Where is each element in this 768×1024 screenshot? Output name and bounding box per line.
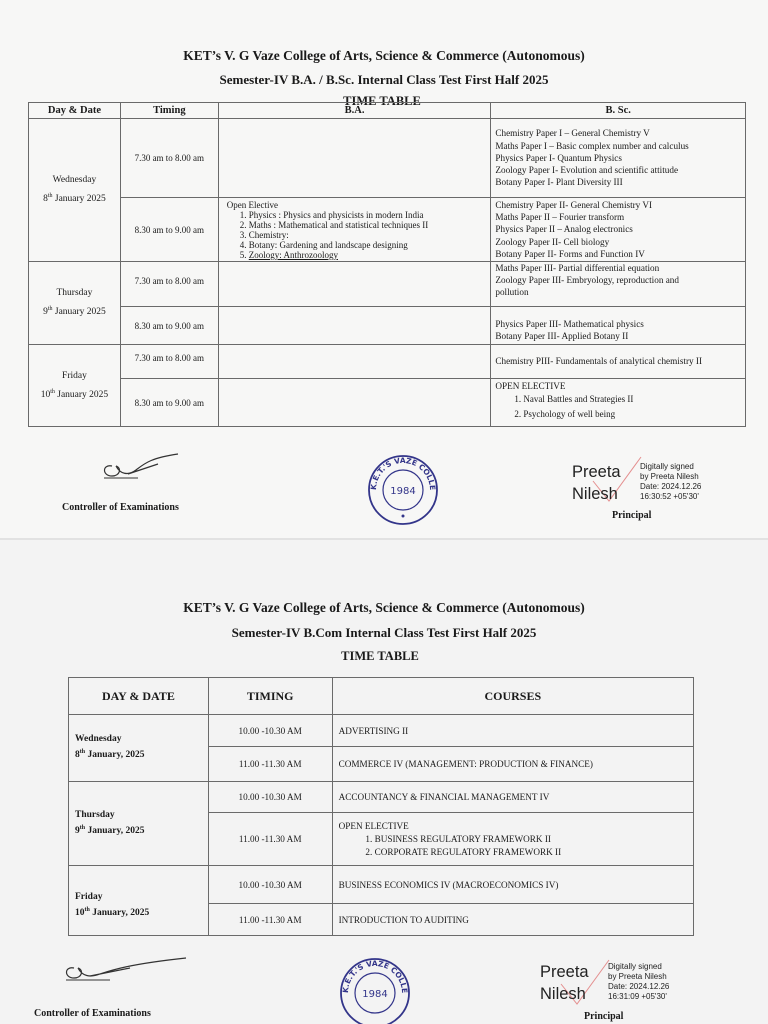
bcom-timetable xyxy=(68,677,694,936)
course-cell: INTRODUCTION TO AUDITING xyxy=(332,904,693,936)
college-stamp xyxy=(366,453,440,527)
day-name: Wednesday xyxy=(52,175,97,186)
bsc-line: Zoology Paper I- Evolution and scientific attitude xyxy=(495,165,679,176)
timing-cell: 8.30 am to 9.00 am xyxy=(120,198,218,262)
bsc-line: Botany Paper II- Forms and Function IV xyxy=(495,248,645,259)
bsc-line: Botany Paper I- Plant Diversity III xyxy=(495,177,623,188)
college-stamp xyxy=(338,956,412,1024)
course-cell: BUSINESS ECONOMICS IV (MACROECONOMICS IV) xyxy=(332,866,693,904)
bsc-line: Physics Paper I- Quantum Physics xyxy=(495,152,622,163)
table-row xyxy=(29,262,746,307)
controller-signature xyxy=(60,956,190,986)
bsc-line: Zoology Paper III- Embryology, reproduction and xyxy=(495,275,679,286)
header-timing: Timing xyxy=(120,103,218,119)
bsc-line: pollution xyxy=(495,287,529,298)
signer-first-name: Preeta xyxy=(540,963,589,981)
time-table-label: TIME TABLE xyxy=(341,649,419,663)
day-name: Wednesday xyxy=(75,734,122,745)
day-cell xyxy=(29,345,121,427)
bsc-cell xyxy=(491,198,746,262)
day-cell xyxy=(69,782,209,866)
bsc-cell xyxy=(491,379,746,427)
day-name: Thursday xyxy=(75,809,115,820)
day-date: 9th January 2025 xyxy=(43,306,106,318)
svg-text:K.E.T.'S VAZE COLLEGE: K.E.T.'S VAZE COLLE xyxy=(368,455,438,491)
controller-label: Controller of Examinations xyxy=(34,1008,151,1019)
table-row xyxy=(29,345,746,379)
time-table-label: TIME TABLE xyxy=(343,94,421,108)
ba-bsc-timetable xyxy=(28,102,746,427)
day-date: 9th January, 2025 xyxy=(75,824,145,837)
digital-signature-info: Digitally signed by Preeta Nilesh Date: 2024.12.26 16:30:52 +05'30' xyxy=(640,462,702,501)
timing-cell: 8.30 am to 9.00 am xyxy=(120,379,218,427)
table-row xyxy=(29,119,746,198)
table-header-row xyxy=(29,103,746,119)
table-row xyxy=(69,782,694,813)
signer-last-name: Nilesh xyxy=(572,485,618,503)
day-cell xyxy=(29,119,121,262)
day-date: 10th January, 2025 xyxy=(75,906,150,919)
principal-label: Principal xyxy=(612,510,652,521)
open-elective-title: OPEN ELECTIVE xyxy=(495,381,566,391)
bsc-line: Maths Paper II – Fourier transform xyxy=(495,212,625,223)
header-timing: TIMING xyxy=(208,678,332,715)
bsc-cell xyxy=(491,307,746,345)
day-date: 8th January 2025 xyxy=(43,193,106,205)
timing-cell: 11.00 -11.30 AM xyxy=(208,904,332,936)
bsc-line: Chemistry Paper II- General Chemistry VI xyxy=(495,199,653,210)
day-date: 8th January, 2025 xyxy=(75,749,145,761)
digital-signature-info: Digitally signed by Preeta Nilesh Date: 2024.12.26 16:31:09 +05'30' xyxy=(608,962,670,1001)
bsc-line: Maths Paper III- Partial differential equation xyxy=(495,263,660,273)
open-elective-title: OPEN ELECTIVE xyxy=(338,820,409,831)
table-row xyxy=(69,866,694,904)
course-cell: COMMERCE IV (MANAGEMENT: PRODUCTION & FINANCE) xyxy=(332,747,693,782)
list-item: 3. Chemistry: xyxy=(249,230,487,240)
ba-cell xyxy=(218,119,491,198)
signer-last-name: Nilesh xyxy=(540,985,586,1003)
ba-cell xyxy=(218,198,491,262)
day-date: 10th January 2025 xyxy=(40,388,109,401)
principal-label: Principal xyxy=(584,1011,624,1022)
list-item: 5. Zoology: Anthrozoology xyxy=(249,250,487,260)
timing-cell: 10.00 -10.30 AM xyxy=(208,782,332,813)
day-cell xyxy=(69,866,209,936)
table-row xyxy=(29,307,746,345)
list-item: 1. Naval Battles and Strategies II xyxy=(523,392,741,407)
day-name: Thursday xyxy=(56,288,93,299)
timing-cell: 7.30 am to 8.00 am xyxy=(120,345,218,379)
bsc-line: Physics Paper III- Mathematical physics xyxy=(495,318,644,329)
bsc-line: Botany Paper III- Applied Botany II xyxy=(495,330,629,341)
ba-cell xyxy=(218,345,491,379)
list-item: 2. CORPORATE REGULATORY FRAMEWORK II xyxy=(375,846,693,859)
semester-title: Semester-IV B.Com Internal Class Test First Half 2025 xyxy=(231,625,537,640)
table-header-row xyxy=(69,678,694,715)
college-title: KET’s V. G Vaze College of Arts, Science & Commerce (Autonomous) xyxy=(183,48,585,63)
day-cell xyxy=(29,262,121,345)
semester-title: Semester-IV B.A. / B.Sc. Internal Class Test First Half 2025 xyxy=(219,72,549,87)
ba-cell xyxy=(218,262,491,307)
bsc-line: Chemistry PIII- Fundamentals of analytical chemistry II xyxy=(495,356,703,367)
timing-cell: 8.30 am to 9.00 am xyxy=(120,307,218,345)
bsc-line: Physics Paper II – Analog electronics xyxy=(495,224,633,235)
college-title: KET’s V. G Vaze College of Arts, Science & Commerce (Autonomous) xyxy=(183,600,585,615)
bsc-cell xyxy=(491,262,746,307)
day-name: Friday xyxy=(62,370,87,381)
ba-cell xyxy=(218,307,491,345)
list-item: 1. Physics : Physics and physicists in modern India xyxy=(249,210,487,220)
controller-signature xyxy=(98,452,183,484)
signer-first-name: Preeta xyxy=(572,463,621,481)
timing-cell: 11.00 -11.30 AM xyxy=(208,747,332,782)
timing-cell: 7.30 am to 8.00 am xyxy=(120,262,218,307)
table-row xyxy=(29,198,746,262)
svg-text:K.E.T.'S VAZE COLLEGE: K.E.T.'S VAZE COLLE xyxy=(340,958,410,994)
list-item: 2. Maths : Mathematical and statistical techniques II xyxy=(249,220,487,230)
course-cell: ADVERTISING II xyxy=(332,715,693,747)
header-day-date: DAY & DATE xyxy=(69,678,209,715)
list-item: 2. Psychology of well being xyxy=(523,407,741,422)
bsc-cell xyxy=(491,119,746,198)
day-name: Friday xyxy=(75,891,103,902)
bsc-line: Chemistry Paper I – General Chemistry V xyxy=(495,128,650,139)
header-bsc: B. Sc. xyxy=(491,103,746,119)
list-item: 4. Botany: Gardening and landscape designing xyxy=(249,240,487,250)
bsc-line: Zoology Paper II- Cell biology xyxy=(495,236,610,247)
table-row xyxy=(29,379,746,427)
list-item: 1. BUSINESS REGULATORY FRAMEWORK II xyxy=(375,833,693,846)
header-courses: COURSES xyxy=(332,678,693,715)
svg-text:1984: 1984 xyxy=(362,989,388,1000)
header-day-date: Day & Date xyxy=(29,103,121,119)
bsc-line: Maths Paper I – Basic complex number and calculus xyxy=(495,140,689,151)
table-row xyxy=(69,715,694,747)
ba-cell xyxy=(218,379,491,427)
course-cell xyxy=(332,813,693,866)
timing-cell: 10.00 -10.30 AM xyxy=(208,866,332,904)
timing-cell: 7.30 am to 8.00 am xyxy=(120,119,218,198)
bsc-cell xyxy=(491,345,746,379)
svg-text:1984: 1984 xyxy=(390,486,416,497)
timing-cell: 10.00 -10.30 AM xyxy=(208,715,332,747)
timing-cell: 11.00 -11.30 AM xyxy=(208,813,332,866)
header-ba: B.A. xyxy=(218,103,491,119)
controller-label: Controller of Examinations xyxy=(62,502,179,513)
open-elective-title: Open Elective xyxy=(226,200,278,210)
course-cell: ACCOUNTANCY & FINANCIAL MANAGEMENT IV xyxy=(332,782,693,813)
day-cell xyxy=(69,715,209,782)
